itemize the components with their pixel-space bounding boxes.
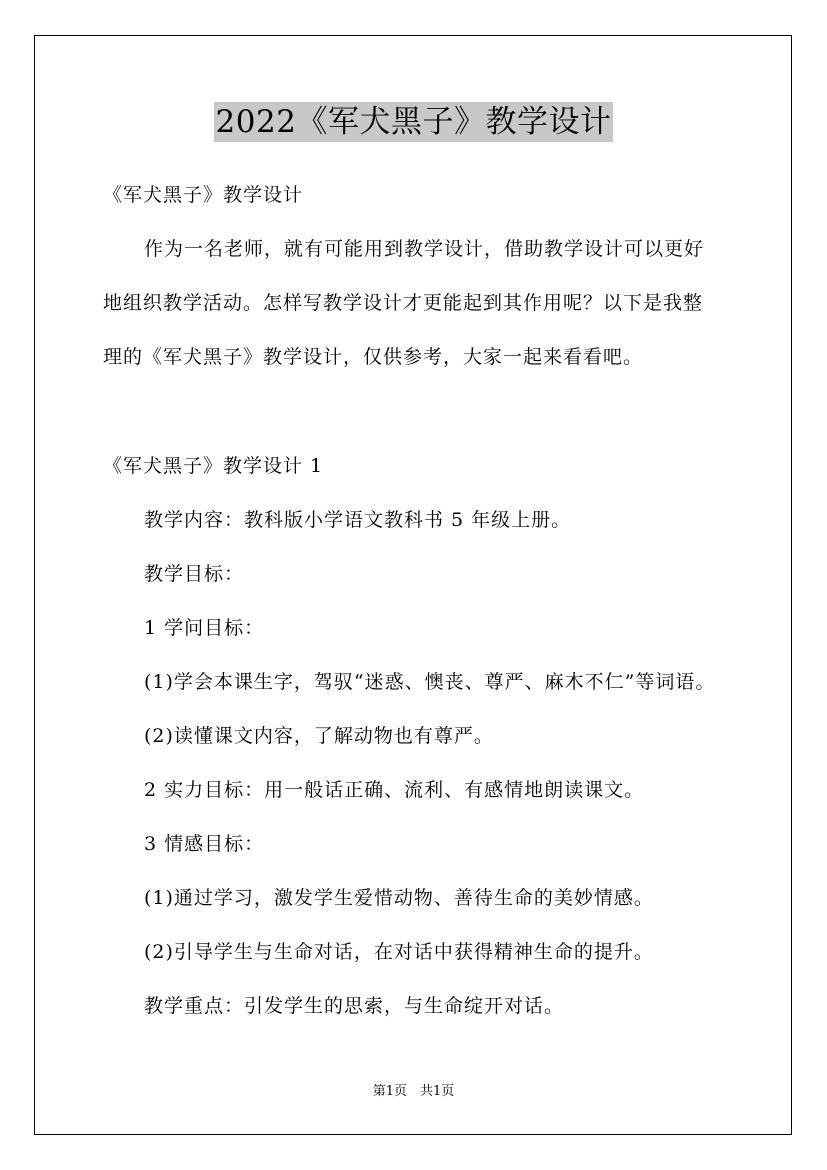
document-subtitle: 《军犬黑子》教学设计 [103, 184, 304, 206]
intro-line-2: 地组织教学活动。怎样写教学设计才更能起到其作用呢？以下是我整 [103, 292, 704, 314]
intro-line-1: 作为一名老师，就有可能用到教学设计，借助教学设计可以更好 [144, 238, 705, 260]
intro-line-3: 理的《军犬黑子》教学设计，仅供参考，大家一起来看看吧。 [103, 346, 644, 368]
body-line-4: (1)学会本课生字，驾驭“迷惑、懊丧、尊严、麻木不仁”等词语。 [144, 671, 716, 693]
body-line-6: 2 实力目标：用一般话正确、流利、有感情地朗读课文。 [144, 779, 645, 801]
body-line-8: (1)通过学习，激发学生爱惜动物、善待生命的美妙情感。 [144, 887, 654, 909]
document-title: 2022《军犬黑子》教学设计 [215, 104, 612, 140]
body-line-1: 教学内容：教科版小学语文教科书 5 年级上册。 [144, 509, 572, 531]
body-line-10: 教学重点：引发学生的思索，与生命绽开对话。 [144, 995, 565, 1017]
body-line-3: 1 学问目标： [144, 617, 265, 639]
page-footer: 第1页 共1页 [372, 1084, 455, 1099]
section-heading: 《军犬黑子》教学设计 1 [103, 455, 324, 477]
body-line-5: (2)读懂课文内容，了解动物也有尊严。 [144, 725, 494, 747]
body-line-2: 教学目标： [144, 563, 245, 585]
body-line-7: 3 情感目标： [144, 833, 265, 855]
title-container [0, 102, 827, 142]
body-line-9: (2)引导学生与生命对话，在对话中获得精神生命的提升。 [144, 941, 654, 963]
